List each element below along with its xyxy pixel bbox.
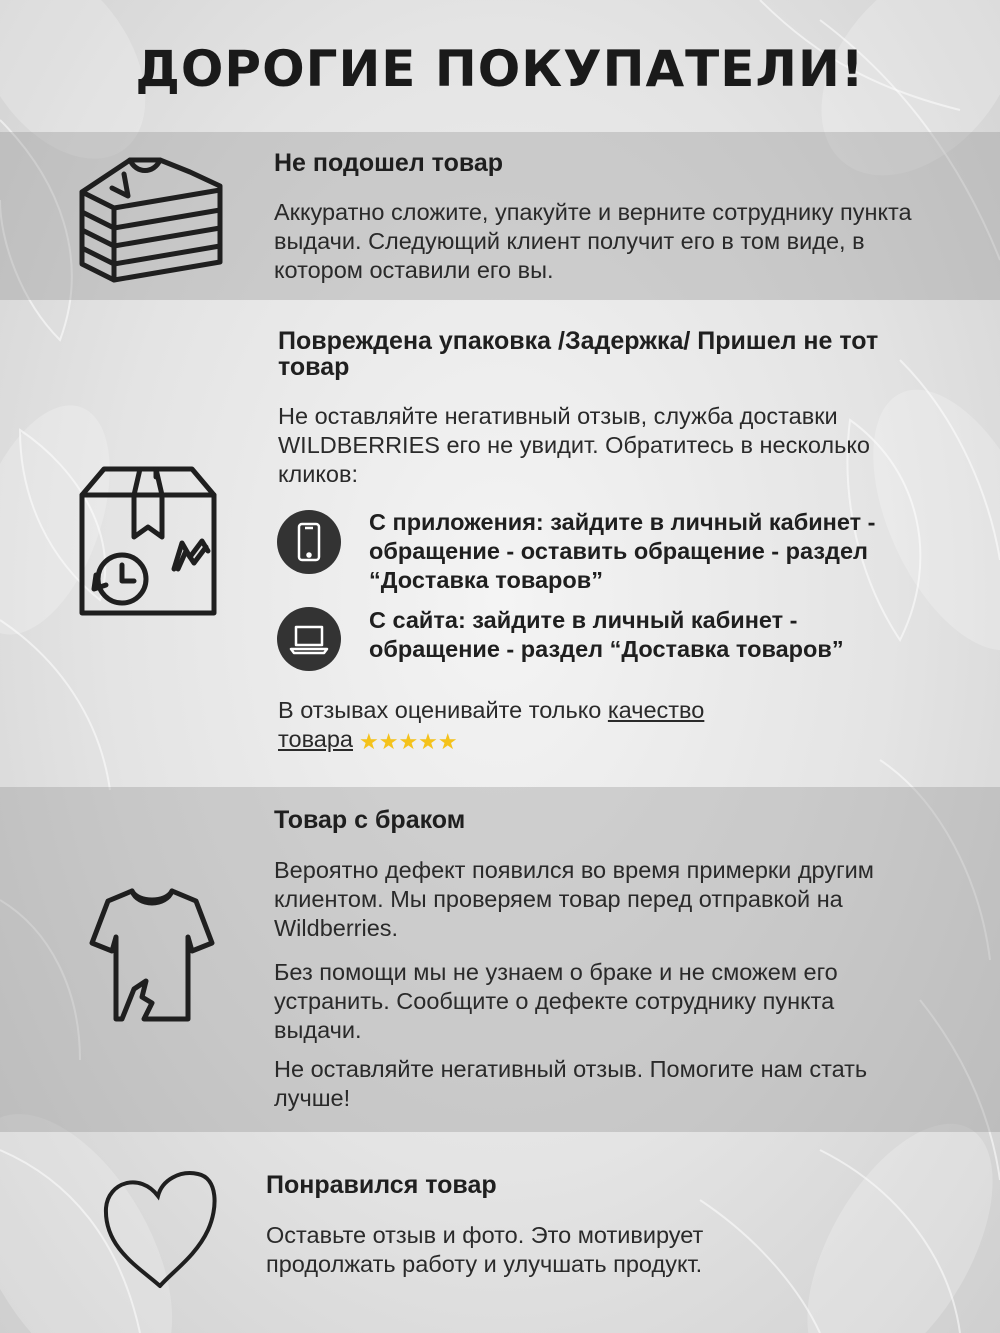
site-instructions-text: С сайта: зайдите в личный кабинет - обращение - раздел “Доставка товаров” bbox=[369, 607, 844, 662]
review-note-prefix: В отзывах оценивайте только bbox=[278, 697, 608, 723]
section-heading-liked: Понравился товар bbox=[266, 1171, 497, 1199]
page-title: ДОРОГИЕ ПОКУПАТЕЛИ! bbox=[135, 40, 865, 98]
section-heading-defect: Товар с браком bbox=[274, 806, 466, 834]
laptop-icon bbox=[277, 607, 341, 671]
section-heading-not-fit: Не подошел товар bbox=[274, 149, 504, 177]
section-text-damaged: Не оставляйте негативный отзыв, служба доставки WILDBERRIES его не увидит. Обратитесь в несколько кликов: bbox=[278, 403, 870, 487]
section-text-not-fit: Аккуратно сложите, упакуйте и верните сотруднику пункта выдачи. Следующий клиент получит его в том виде, в котором оставили его вы. bbox=[274, 199, 912, 283]
torn-tshirt-icon bbox=[88, 885, 216, 1025]
review-note bbox=[278, 696, 798, 754]
heart-icon bbox=[100, 1168, 220, 1290]
damaged-box-icon bbox=[78, 465, 218, 617]
folded-clothes-icon bbox=[72, 150, 232, 290]
app-instructions-text: С приложения: зайдите в личный кабинет - обращение - оставить обращение - раздел “Доставка товаров” bbox=[369, 509, 876, 593]
review-quality-link[interactable]: качество товара bbox=[278, 697, 705, 752]
smartphone-icon bbox=[277, 510, 341, 574]
section-text-defect-2: Без помощи мы не узнаем о браке и не сможем его устранить. Сообщите о дефекте сотруднику пункта выдачи. bbox=[274, 959, 838, 1043]
section-text-defect-3: Не оставляйте негативный отзыв. Помогите нам стать лучше! bbox=[274, 1056, 868, 1111]
section-heading-damaged: Повреждена упаковка /Задержка/ Пришел не тот товар bbox=[278, 327, 879, 381]
section-text-liked: Оставьте отзыв и фото. Это мотивирует продолжать работу и улучшать продукт. bbox=[266, 1222, 704, 1277]
five-stars-icon: ★★★★★ bbox=[359, 729, 458, 754]
section-text-defect-1: Вероятно дефект появился во время примерки другим клиентом. Мы проверяем товар перед отправкой на Wildberries. bbox=[274, 857, 874, 941]
